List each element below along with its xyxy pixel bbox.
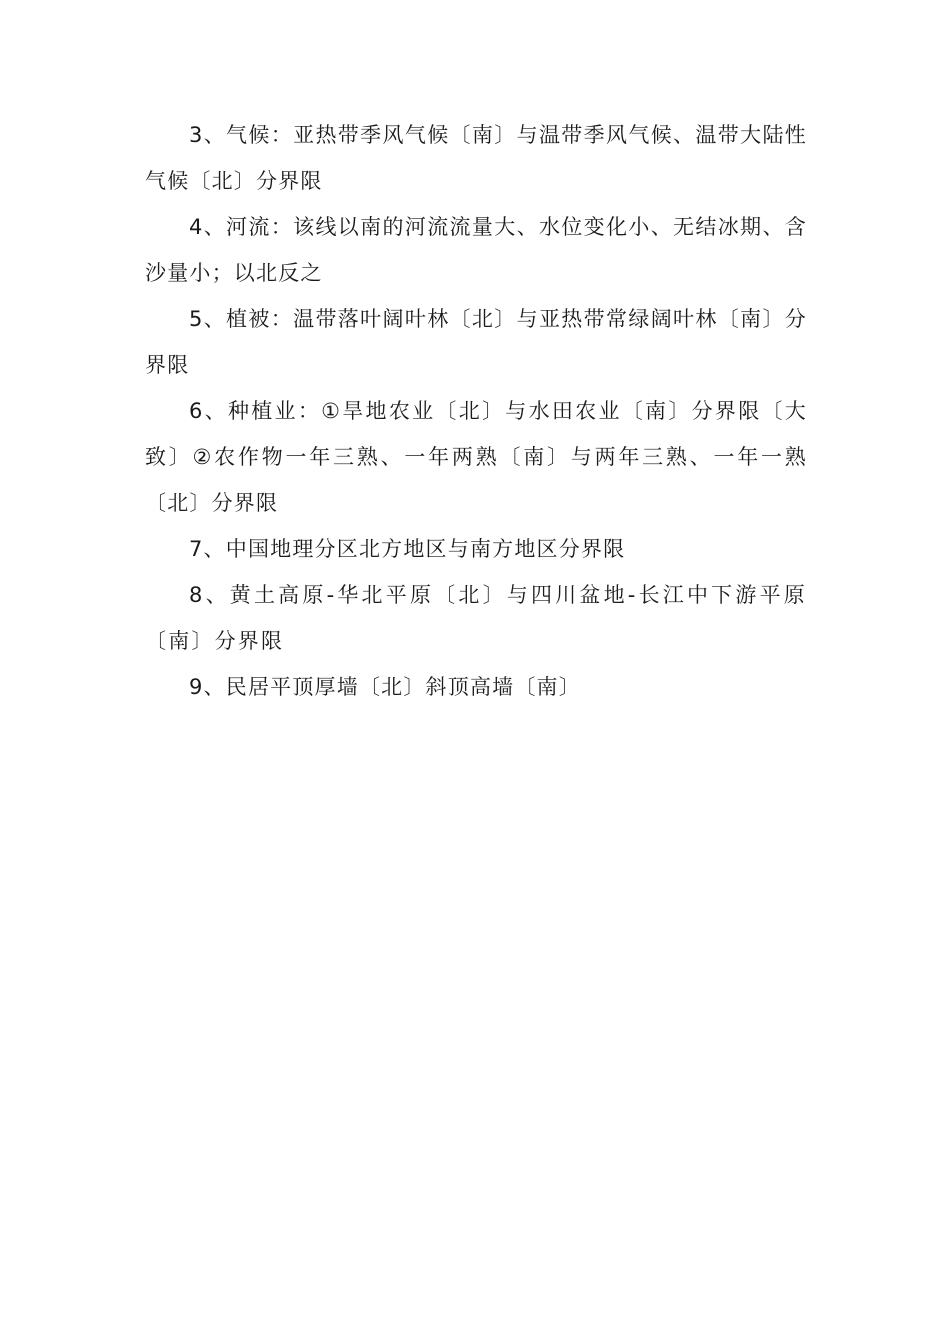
paragraph-agriculture: 6、种植业：①旱地农业〔北〕与水田农业〔南〕分界限〔大致〕②农作物一年三熟、一年两熟〔南〕与两年三熟、一年一熟〔北〕分界限	[145, 399, 807, 515]
paragraph-rivers: 4、河流：该线以南的河流流量大、水位变化小、无结冰期、含沙量小；以北反之	[145, 215, 807, 285]
paragraph-geographic-regions: 7、中国地理分区北方地区与南方地区分界限	[189, 537, 626, 561]
paragraph-vegetation: 5、植被：温带落叶阔叶林〔北〕与亚热带常绿阔叶林〔南〕分界限	[145, 307, 807, 377]
document-body	[145, 112, 807, 710]
paragraph-dwellings: 9、民居平顶厚墙〔北〕斜顶高墙〔南〕	[189, 675, 581, 699]
paragraph-terrain: 8、黄土高原-华北平原〔北〕与四川盆地-长江中下游平原〔南〕分界限	[145, 583, 807, 653]
paragraph-climate: 3、气候：亚热带季风气候〔南〕与温带季风气候、温带大陆性气候〔北〕分界限	[145, 123, 807, 193]
